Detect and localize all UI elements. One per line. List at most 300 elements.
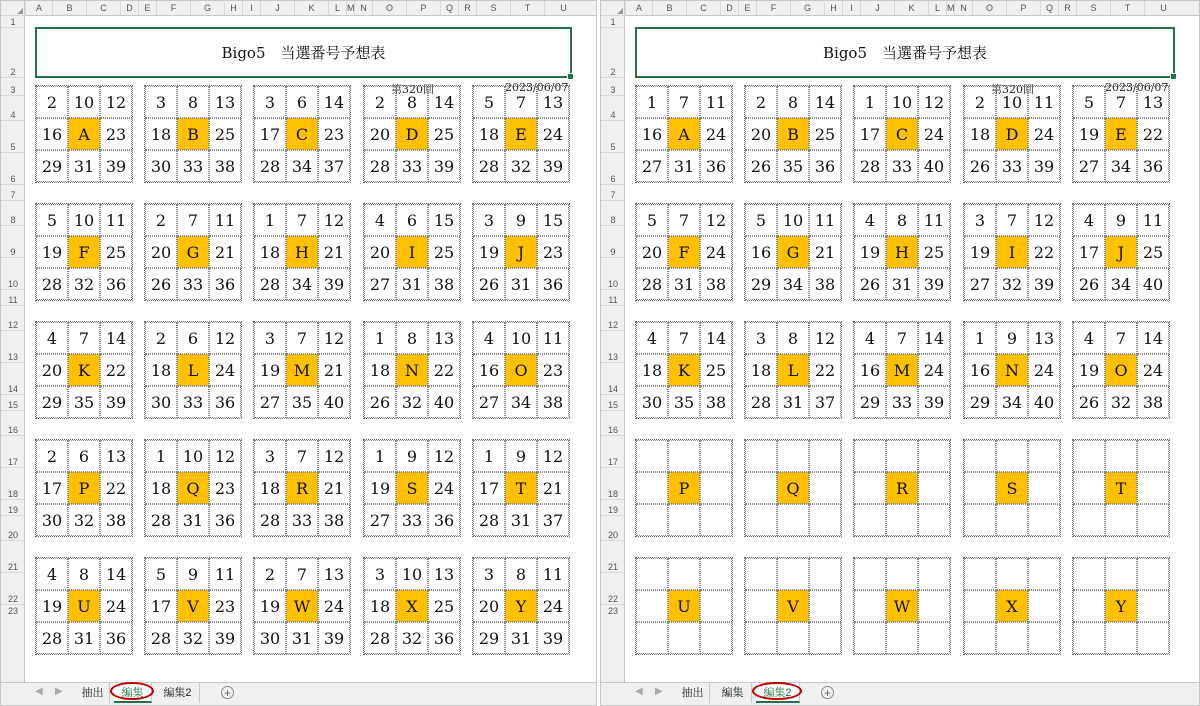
- row-number[interactable]: 15: [1, 394, 25, 410]
- grid-number-cell[interactable]: 26: [473, 268, 505, 300]
- grid-number-cell[interactable]: 32: [68, 504, 100, 536]
- grid-number-cell[interactable]: 38: [809, 268, 841, 300]
- grid-number-cell[interactable]: 29: [854, 386, 886, 418]
- grid-number-cell[interactable]: [745, 622, 777, 654]
- row-number[interactable]: 11: [601, 289, 625, 305]
- grid-number-cell[interactable]: 4: [854, 322, 886, 354]
- row-number[interactable]: 20: [601, 515, 625, 540]
- grid-number-cell[interactable]: 19: [364, 472, 396, 504]
- grid-number-cell[interactable]: 39: [1028, 150, 1060, 182]
- row-number[interactable]: 23: [1, 604, 25, 616]
- grid-letter-cell[interactable]: W: [886, 590, 918, 622]
- column-letter[interactable]: F: [756, 1, 790, 15]
- grid-number-cell[interactable]: 18: [145, 354, 177, 386]
- grid-number-cell[interactable]: [964, 590, 996, 622]
- grid-number-cell[interactable]: 9: [177, 558, 209, 590]
- grid-number-cell[interactable]: [1028, 558, 1060, 590]
- grid-number-cell[interactable]: 5: [36, 204, 68, 236]
- column-letter[interactable]: N: [354, 1, 372, 15]
- grid-number-cell[interactable]: [964, 622, 996, 654]
- grid-number-cell[interactable]: 22: [100, 472, 132, 504]
- grid-letter-cell[interactable]: X: [996, 590, 1028, 622]
- column-letter[interactable]: M: [347, 3, 355, 13]
- add-sheet-icon[interactable]: +: [821, 686, 834, 699]
- grid-number-cell[interactable]: 13: [428, 322, 460, 354]
- row-number[interactable]: 21: [601, 540, 625, 572]
- row-number[interactable]: 12: [1, 305, 25, 330]
- grid-number-cell[interactable]: 12: [1028, 204, 1060, 236]
- grid-number-cell[interactable]: 31: [68, 622, 100, 654]
- grid-number-cell[interactable]: 38: [1137, 386, 1169, 418]
- grid-letter-cell[interactable]: J: [1105, 236, 1137, 268]
- grid-number-cell[interactable]: 24: [318, 590, 350, 622]
- grid-number-cell[interactable]: 1: [254, 204, 286, 236]
- column-letter[interactable]: O: [372, 1, 406, 15]
- grid-number-cell[interactable]: 34: [1105, 150, 1137, 182]
- grid-number-cell[interactable]: 36: [209, 504, 241, 536]
- grid-number-cell[interactable]: 7: [286, 204, 318, 236]
- grid-number-cell[interactable]: [636, 558, 668, 590]
- grid-number-cell[interactable]: 35: [668, 386, 700, 418]
- grid-number-cell[interactable]: 25: [428, 590, 460, 622]
- grid-letter-cell[interactable]: D: [996, 118, 1028, 150]
- grid-number-cell[interactable]: [636, 622, 668, 654]
- column-letter[interactable]: C: [686, 1, 720, 15]
- grid-number-cell[interactable]: 2: [145, 204, 177, 236]
- grid-number-cell[interactable]: 40: [918, 150, 950, 182]
- grid-number-cell[interactable]: 31: [505, 268, 537, 300]
- column-letter[interactable]: Q: [440, 1, 458, 15]
- grid-number-cell[interactable]: 26: [854, 268, 886, 300]
- grid-number-cell[interactable]: [700, 590, 732, 622]
- fill-handle[interactable]: [567, 73, 574, 80]
- grid-number-cell[interactable]: 12: [537, 440, 569, 472]
- grid-number-cell[interactable]: 8: [177, 86, 209, 118]
- grid-number-cell[interactable]: 3: [145, 86, 177, 118]
- tab-scroll-left-icon[interactable]: ◀: [35, 686, 43, 697]
- grid-number-cell[interactable]: 31: [68, 150, 100, 182]
- grid-number-cell[interactable]: 17: [36, 472, 68, 504]
- grid-letter-cell[interactable]: I: [396, 236, 428, 268]
- row-number[interactable]: 8: [1, 200, 25, 225]
- grid-number-cell[interactable]: 24: [918, 354, 950, 386]
- grid-number-cell[interactable]: 6: [177, 322, 209, 354]
- grid-number-cell[interactable]: 13: [428, 558, 460, 590]
- grid-number-cell[interactable]: 34: [1105, 268, 1137, 300]
- grid-number-cell[interactable]: 40: [428, 386, 460, 418]
- grid-number-cell[interactable]: [1028, 504, 1060, 536]
- row-number[interactable]: 18: [601, 467, 625, 499]
- grid-number-cell[interactable]: 22: [809, 354, 841, 386]
- grid-number-cell[interactable]: 18: [964, 118, 996, 150]
- grid-number-cell[interactable]: [964, 440, 996, 472]
- grid-number-cell[interactable]: 14: [100, 558, 132, 590]
- row-number[interactable]: 20: [1, 515, 25, 540]
- grid-number-cell[interactable]: 4: [36, 322, 68, 354]
- grid-number-cell[interactable]: [809, 472, 841, 504]
- grid-number-cell[interactable]: 1: [473, 440, 505, 472]
- grid-number-cell[interactable]: 9: [996, 322, 1028, 354]
- grid-number-cell[interactable]: [996, 440, 1028, 472]
- grid-number-cell[interactable]: 28: [473, 150, 505, 182]
- grid-number-cell[interactable]: 20: [473, 590, 505, 622]
- grid-number-cell[interactable]: 5: [745, 204, 777, 236]
- grid-number-cell[interactable]: 24: [537, 590, 569, 622]
- grid-number-cell[interactable]: 24: [1137, 354, 1169, 386]
- grid-number-cell[interactable]: 18: [145, 472, 177, 504]
- grid-number-cell[interactable]: 34: [996, 386, 1028, 418]
- grid-number-cell[interactable]: 26: [964, 150, 996, 182]
- row-number[interactable]: 6: [1, 152, 25, 184]
- grid-letter-cell[interactable]: E: [505, 118, 537, 150]
- grid-letter-cell[interactable]: H: [286, 236, 318, 268]
- grid-number-cell[interactable]: 36: [1137, 150, 1169, 182]
- grid-number-cell[interactable]: [918, 558, 950, 590]
- row-number[interactable]: 3: [1, 77, 25, 95]
- grid-number-cell[interactable]: [964, 558, 996, 590]
- column-letter[interactable]: G: [190, 1, 224, 15]
- grid-number-cell[interactable]: [996, 504, 1028, 536]
- grid-number-cell[interactable]: 10: [396, 558, 428, 590]
- grid-number-cell[interactable]: 28: [745, 386, 777, 418]
- grid-number-cell[interactable]: 36: [100, 622, 132, 654]
- grid-number-cell[interactable]: 31: [396, 268, 428, 300]
- grid-number-cell[interactable]: 28: [636, 268, 668, 300]
- grid-letter-cell[interactable]: K: [68, 354, 100, 386]
- grid-number-cell[interactable]: [918, 590, 950, 622]
- grid-number-cell[interactable]: 16: [854, 354, 886, 386]
- grid-letter-cell[interactable]: T: [505, 472, 537, 504]
- row-number[interactable]: 19: [601, 499, 625, 515]
- grid-number-cell[interactable]: 27: [636, 150, 668, 182]
- grid-number-cell[interactable]: 12: [809, 322, 841, 354]
- grid-number-cell[interactable]: [886, 440, 918, 472]
- grid-number-cell[interactable]: 30: [36, 504, 68, 536]
- grid-number-cell[interactable]: 31: [777, 386, 809, 418]
- grid-number-cell[interactable]: 4: [1073, 204, 1105, 236]
- row-number[interactable]: 7: [601, 184, 625, 200]
- grid-number-cell[interactable]: [854, 622, 886, 654]
- grid-number-cell[interactable]: 34: [505, 386, 537, 418]
- grid-number-cell[interactable]: 33: [886, 150, 918, 182]
- grid-number-cell[interactable]: 21: [537, 472, 569, 504]
- grid-number-cell[interactable]: 25: [1137, 236, 1169, 268]
- grid-number-cell[interactable]: 36: [700, 150, 732, 182]
- column-letter[interactable]: R: [458, 1, 476, 15]
- grid-number-cell[interactable]: [809, 504, 841, 536]
- grid-number-cell[interactable]: 32: [996, 268, 1028, 300]
- column-letter[interactable]: S: [476, 1, 510, 15]
- row-number[interactable]: 6: [601, 152, 625, 184]
- grid-letter-cell[interactable]: B: [177, 118, 209, 150]
- grid-number-cell[interactable]: 29: [964, 386, 996, 418]
- grid-number-cell[interactable]: 2: [145, 322, 177, 354]
- row-number[interactable]: 11: [1, 289, 25, 305]
- grid-number-cell[interactable]: 12: [700, 204, 732, 236]
- grid-number-cell[interactable]: 24: [100, 590, 132, 622]
- column-letter[interactable]: A: [25, 1, 52, 15]
- grid-number-cell[interactable]: 12: [918, 86, 950, 118]
- grid-number-cell[interactable]: 35: [68, 386, 100, 418]
- grid-number-cell[interactable]: 10: [996, 86, 1028, 118]
- grid-letter-cell[interactable]: Q: [777, 472, 809, 504]
- grid-number-cell[interactable]: 23: [209, 590, 241, 622]
- grid-number-cell[interactable]: 39: [1028, 268, 1060, 300]
- grid-number-cell[interactable]: 10: [177, 440, 209, 472]
- grid-letter-cell[interactable]: E: [1105, 118, 1137, 150]
- grid-number-cell[interactable]: 2: [36, 440, 68, 472]
- grid-letter-cell[interactable]: Y: [505, 590, 537, 622]
- grid-letter-cell[interactable]: J: [505, 236, 537, 268]
- grid-number-cell[interactable]: 4: [473, 322, 505, 354]
- grid-number-cell[interactable]: 12: [318, 204, 350, 236]
- grid-number-cell[interactable]: 34: [286, 268, 318, 300]
- grid-number-cell[interactable]: 30: [636, 386, 668, 418]
- grid-letter-cell[interactable]: R: [886, 472, 918, 504]
- grid-number-cell[interactable]: 20: [636, 236, 668, 268]
- grid-number-cell[interactable]: 9: [505, 204, 537, 236]
- grid-letter-cell[interactable]: D: [396, 118, 428, 150]
- grid-number-cell[interactable]: 23: [209, 472, 241, 504]
- grid-number-cell[interactable]: [809, 590, 841, 622]
- grid-number-cell[interactable]: 32: [396, 622, 428, 654]
- grid-number-cell[interactable]: [1028, 622, 1060, 654]
- grid-number-cell[interactable]: 36: [428, 622, 460, 654]
- grid-number-cell[interactable]: 8: [396, 322, 428, 354]
- grid-number-cell[interactable]: 40: [318, 386, 350, 418]
- grid-number-cell[interactable]: [700, 472, 732, 504]
- sheet-tab[interactable]: 抽出: [76, 683, 110, 703]
- grid-number-cell[interactable]: 3: [254, 322, 286, 354]
- grid-number-cell[interactable]: 3: [964, 204, 996, 236]
- grid-number-cell[interactable]: 17: [254, 118, 286, 150]
- row-number[interactable]: 22: [1, 572, 25, 604]
- grid-number-cell[interactable]: 25: [700, 354, 732, 386]
- grid-number-cell[interactable]: 24: [700, 236, 732, 268]
- grid-number-cell[interactable]: 36: [209, 386, 241, 418]
- grid-number-cell[interactable]: 27: [364, 268, 396, 300]
- grid-number-cell[interactable]: 36: [809, 150, 841, 182]
- grid-number-cell[interactable]: [996, 558, 1028, 590]
- grid-number-cell[interactable]: 12: [100, 86, 132, 118]
- grid-number-cell[interactable]: 16: [964, 354, 996, 386]
- sheet-tab[interactable]: 編集: [114, 683, 152, 703]
- grid-number-cell[interactable]: 3: [364, 558, 396, 590]
- grid-number-cell[interactable]: 11: [918, 204, 950, 236]
- grid-number-cell[interactable]: 11: [809, 204, 841, 236]
- grid-number-cell[interactable]: 1: [964, 322, 996, 354]
- grid-number-cell[interactable]: [1073, 590, 1105, 622]
- grid-number-cell[interactable]: 39: [209, 622, 241, 654]
- grid-number-cell[interactable]: [668, 558, 700, 590]
- grid-number-cell[interactable]: 25: [100, 236, 132, 268]
- grid-number-cell[interactable]: 1: [145, 440, 177, 472]
- column-letter[interactable]: M: [947, 3, 955, 13]
- grid-number-cell[interactable]: [1073, 558, 1105, 590]
- grid-number-cell[interactable]: 6: [68, 440, 100, 472]
- grid-number-cell[interactable]: 18: [254, 236, 286, 268]
- grid-number-cell[interactable]: [918, 472, 950, 504]
- grid-number-cell[interactable]: 30: [145, 150, 177, 182]
- row-number[interactable]: 10: [1, 257, 25, 289]
- grid-letter-cell[interactable]: O: [505, 354, 537, 386]
- grid-number-cell[interactable]: [1073, 472, 1105, 504]
- grid-number-cell[interactable]: 9: [396, 440, 428, 472]
- select-all-corner[interactable]: [601, 1, 625, 15]
- grid-letter-cell[interactable]: L: [177, 354, 209, 386]
- grid-number-cell[interactable]: 28: [364, 622, 396, 654]
- grid-number-cell[interactable]: 23: [100, 118, 132, 150]
- column-letter[interactable]: F: [156, 1, 190, 15]
- grid-number-cell[interactable]: 27: [364, 504, 396, 536]
- grid-number-cell[interactable]: 5: [1073, 86, 1105, 118]
- grid-number-cell[interactable]: [964, 472, 996, 504]
- grid-number-cell[interactable]: 1: [364, 440, 396, 472]
- grid-number-cell[interactable]: 28: [36, 268, 68, 300]
- row-number[interactable]: 23: [601, 604, 625, 616]
- grid-number-cell[interactable]: [1028, 472, 1060, 504]
- row-number[interactable]: 3: [601, 77, 625, 95]
- grid-number-cell[interactable]: [854, 472, 886, 504]
- grid-number-cell[interactable]: 24: [700, 118, 732, 150]
- row-number[interactable]: 16: [1, 410, 25, 435]
- grid-number-cell[interactable]: 14: [918, 322, 950, 354]
- grid-number-cell[interactable]: 36: [100, 268, 132, 300]
- grid-number-cell[interactable]: 8: [886, 204, 918, 236]
- grid-number-cell[interactable]: 20: [364, 118, 396, 150]
- grid-number-cell[interactable]: 12: [209, 322, 241, 354]
- grid-number-cell[interactable]: 32: [505, 150, 537, 182]
- grid-number-cell[interactable]: 6: [286, 86, 318, 118]
- row-number[interactable]: 16: [601, 410, 625, 435]
- grid-number-cell[interactable]: 1: [364, 322, 396, 354]
- row-number[interactable]: 12: [601, 305, 625, 330]
- sheet-tab[interactable]: 編集2: [756, 683, 800, 703]
- row-number[interactable]: 19: [1, 499, 25, 515]
- grid-number-cell[interactable]: 7: [286, 322, 318, 354]
- grid-number-cell[interactable]: 7: [286, 558, 318, 590]
- grid-number-cell[interactable]: 14: [100, 322, 132, 354]
- grid-number-cell[interactable]: 35: [286, 386, 318, 418]
- grid-number-cell[interactable]: 36: [209, 268, 241, 300]
- grid-number-cell[interactable]: [918, 504, 950, 536]
- grid-number-cell[interactable]: 18: [364, 354, 396, 386]
- grid-number-cell[interactable]: 38: [700, 268, 732, 300]
- grid-number-cell[interactable]: 28: [145, 622, 177, 654]
- grid-number-cell[interactable]: 4: [1073, 322, 1105, 354]
- grid-number-cell[interactable]: 10: [68, 86, 100, 118]
- grid-letter-cell[interactable]: M: [886, 354, 918, 386]
- grid-number-cell[interactable]: 28: [36, 622, 68, 654]
- grid-number-cell[interactable]: 40: [1137, 268, 1169, 300]
- row-number[interactable]: 17: [601, 435, 625, 467]
- grid-number-cell[interactable]: 12: [428, 440, 460, 472]
- grid-number-cell[interactable]: 7: [886, 322, 918, 354]
- grid-number-cell[interactable]: [745, 440, 777, 472]
- grid-number-cell[interactable]: 21: [809, 236, 841, 268]
- grid-number-cell[interactable]: 13: [318, 558, 350, 590]
- grid-number-cell[interactable]: 7: [1105, 86, 1137, 118]
- grid-number-cell[interactable]: 11: [700, 86, 732, 118]
- grid-number-cell[interactable]: 26: [1073, 386, 1105, 418]
- grid-number-cell[interactable]: 37: [537, 504, 569, 536]
- grid-number-cell[interactable]: 38: [700, 386, 732, 418]
- grid-number-cell[interactable]: 37: [809, 386, 841, 418]
- grid-number-cell[interactable]: 27: [1073, 150, 1105, 182]
- row-number[interactable]: 5: [601, 120, 625, 152]
- grid-number-cell[interactable]: 20: [36, 354, 68, 386]
- grid-number-cell[interactable]: 32: [1105, 386, 1137, 418]
- grid-number-cell[interactable]: [745, 590, 777, 622]
- grid-number-cell[interactable]: 5: [145, 558, 177, 590]
- grid-number-cell[interactable]: 39: [100, 150, 132, 182]
- grid-number-cell[interactable]: [1073, 440, 1105, 472]
- grid-number-cell[interactable]: 24: [537, 118, 569, 150]
- grid-number-cell[interactable]: 7: [68, 322, 100, 354]
- grid-number-cell[interactable]: [1137, 440, 1169, 472]
- sheet-tab[interactable]: 編集: [714, 683, 752, 703]
- row-number[interactable]: 4: [1, 95, 25, 120]
- grid-number-cell[interactable]: 28: [364, 150, 396, 182]
- row-number[interactable]: 18: [1, 467, 25, 499]
- grid-number-cell[interactable]: 27: [473, 386, 505, 418]
- grid-number-cell[interactable]: 7: [996, 204, 1028, 236]
- column-letter[interactable]: G: [790, 1, 824, 15]
- grid-number-cell[interactable]: 33: [286, 504, 318, 536]
- grid-number-cell[interactable]: [1137, 590, 1169, 622]
- grid-number-cell[interactable]: [745, 472, 777, 504]
- column-letter[interactable]: Q: [1040, 1, 1058, 15]
- grid-number-cell[interactable]: 21: [318, 472, 350, 504]
- column-letter[interactable]: K: [294, 1, 328, 15]
- grid-number-cell[interactable]: 18: [473, 118, 505, 150]
- grid-number-cell[interactable]: [918, 440, 950, 472]
- grid-number-cell[interactable]: 24: [918, 118, 950, 150]
- grid-number-cell[interactable]: 28: [254, 150, 286, 182]
- grid-number-cell[interactable]: [964, 504, 996, 536]
- grid-number-cell[interactable]: 39: [318, 622, 350, 654]
- grid-number-cell[interactable]: 14: [318, 86, 350, 118]
- grid-number-cell[interactable]: [1028, 440, 1060, 472]
- column-letter[interactable]: R: [1058, 1, 1076, 15]
- grid-number-cell[interactable]: 19: [1073, 118, 1105, 150]
- column-letter[interactable]: S: [1076, 1, 1110, 15]
- grid-number-cell[interactable]: 2: [964, 86, 996, 118]
- grid-number-cell[interactable]: 31: [668, 150, 700, 182]
- grid-number-cell[interactable]: 10: [886, 86, 918, 118]
- grid-number-cell[interactable]: [809, 622, 841, 654]
- grid-number-cell[interactable]: 30: [145, 386, 177, 418]
- grid-number-cell[interactable]: 10: [505, 322, 537, 354]
- grid-letter-cell[interactable]: W: [286, 590, 318, 622]
- grid-number-cell[interactable]: [1073, 622, 1105, 654]
- grid-number-cell[interactable]: [668, 622, 700, 654]
- grid-number-cell[interactable]: 28: [854, 150, 886, 182]
- row-number[interactable]: 7: [1, 184, 25, 200]
- column-letter[interactable]: I: [242, 1, 260, 15]
- column-letter[interactable]: O: [972, 1, 1006, 15]
- grid-number-cell[interactable]: 17: [1073, 236, 1105, 268]
- grid-number-cell[interactable]: 22: [428, 354, 460, 386]
- grid-number-cell[interactable]: [700, 504, 732, 536]
- grid-number-cell[interactable]: 26: [1073, 268, 1105, 300]
- grid-number-cell[interactable]: [668, 504, 700, 536]
- row-number[interactable]: 5: [1, 120, 25, 152]
- grid-number-cell[interactable]: 38: [318, 504, 350, 536]
- grid-number-cell[interactable]: 8: [396, 86, 428, 118]
- grid-number-cell[interactable]: 2: [36, 86, 68, 118]
- grid-number-cell[interactable]: 19: [964, 236, 996, 268]
